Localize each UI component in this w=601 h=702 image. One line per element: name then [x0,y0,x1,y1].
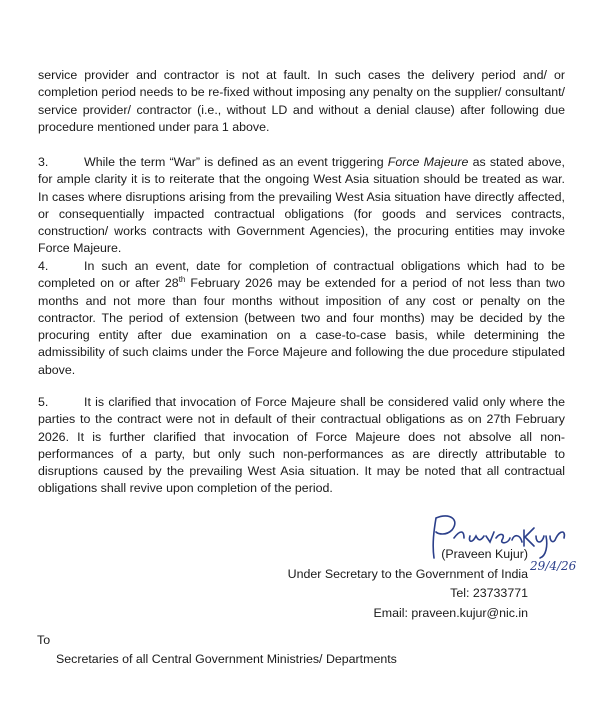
paragraph-3 [38,154,565,258]
paragraph-number: 4. [38,259,49,273]
signatory-email: Email: praveen.kujur@nic.in [373,605,528,620]
continuation-paragraph: service provider and contractor is not at fault. In such cases the delivery period and/ or completion period needs to be re-fixed without imposing any penalty on the supplier/ consultant/ service provider/ contractor (i.e., without LD and without a denial clause) after following due procedure mentioned under para 1 above. [38,68,565,134]
signatory-block [288,545,528,623]
emphasis-term: Force Majeure [387,155,469,169]
signatory-telephone: Tel: 23733771 [450,586,528,600]
paragraph-text: It is clarified that invocation of Force Majeure shall be considered valid only where the parties to the contract were not in default of their contractual obligations as on 27th February 2026. It is further clarified that invocation of Force Majeure does not absolve all non-performances of a party, but only such non-performances as are directly attributable to disruptions caused by the prevailing West Asia situation. It may be noted that all contractual obligations shall revive upon completion of the period. [38,395,565,496]
signature-date: 29/4/26 [530,559,577,573]
signatory-name: (Praveen Kujur) [441,547,528,561]
superscript: th [178,275,186,285]
paragraph-text: February 2026 may be extended for a period of not less than two months and not more than four months without imposition of any cost or penalty on the contractor. The period of extension (between two and four months) may be decided by the procuring entity after due examination on a case-to-case basis, while determining the admissibility of such claims under the Force Majeure and following the due procedure stipulated above. [38,276,565,377]
to-label: To [37,633,51,647]
paragraph-4 [38,258,565,379]
paragraph-number: 5. [38,395,49,409]
paragraph-text: as stated above, for ample clarity it is to reiterate that the ongoing West Asia situation should be treated as war. In cases where disruptions arising from the prevailing West Asia situation have directly affected, or consequentially impacted contractual obligations (for goods and services contracts, construction/ works contracts with Government Agencies), the procuring entities may invoke Force Majeure. [38,155,565,256]
paragraph-text: In such an event, date for completion of contractual obligations which had to be completed on or after 28 [38,259,565,291]
paragraph-text: While the term “War” is defined as an event triggering [84,155,388,169]
signatory-designation: Under Secretary to the Government of India [287,566,528,581]
paragraph-number: 3. [38,155,49,169]
paragraph-5 [38,394,565,498]
recipients-line: Secretaries of all Central Government Ministries/ Departments [56,652,397,666]
